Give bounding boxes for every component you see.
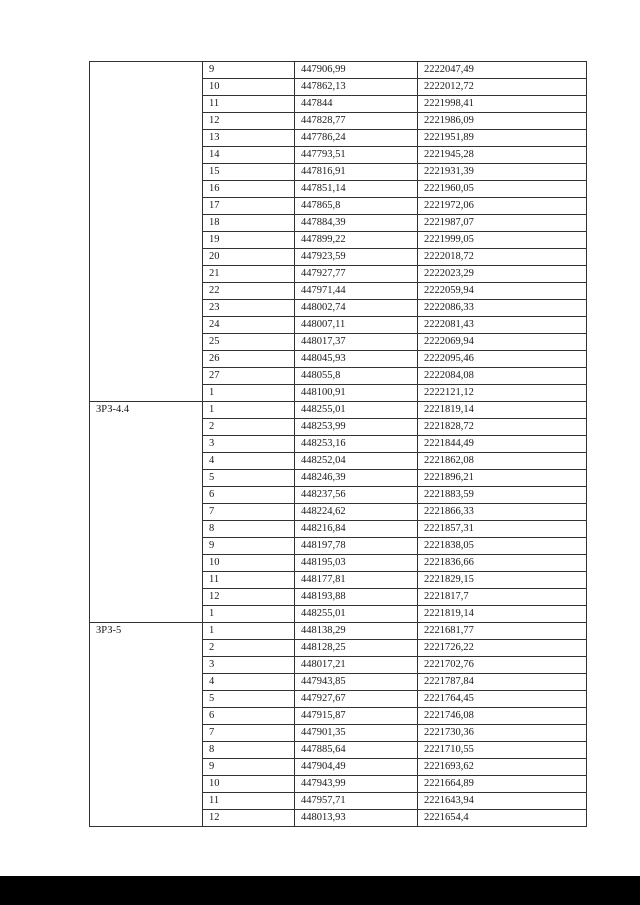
x-coordinate-cell: 448195,03 xyxy=(295,555,418,572)
x-coordinate-cell: 448193,88 xyxy=(295,589,418,606)
x-coordinate-cell: 448255,01 xyxy=(295,402,418,419)
point-number-cell: 24 xyxy=(203,317,295,334)
x-coordinate-cell: 447943,85 xyxy=(295,674,418,691)
y-coordinate-cell: 2221836,66 xyxy=(418,555,587,572)
y-coordinate-cell: 2221817,7 xyxy=(418,589,587,606)
x-coordinate-cell: 448017,37 xyxy=(295,334,418,351)
point-number-cell: 12 xyxy=(203,113,295,130)
point-number-cell: 25 xyxy=(203,334,295,351)
x-coordinate-cell: 448253,99 xyxy=(295,419,418,436)
point-number-cell: 12 xyxy=(203,810,295,827)
y-coordinate-cell: 2221819,14 xyxy=(418,402,587,419)
x-coordinate-cell: 447901,35 xyxy=(295,725,418,742)
zone-label-cell: ЗРЗ-4.4 xyxy=(90,402,203,623)
y-coordinate-cell: 2221866,33 xyxy=(418,504,587,521)
x-coordinate-cell: 448177,81 xyxy=(295,572,418,589)
y-coordinate-cell: 2222069,94 xyxy=(418,334,587,351)
x-coordinate-cell: 447851,14 xyxy=(295,181,418,198)
x-coordinate-cell: 447971,44 xyxy=(295,283,418,300)
scan-bottom-border xyxy=(0,876,640,905)
x-coordinate-cell: 447793,51 xyxy=(295,147,418,164)
point-number-cell: 3 xyxy=(203,436,295,453)
point-number-cell: 22 xyxy=(203,283,295,300)
point-number-cell: 3 xyxy=(203,657,295,674)
table-row xyxy=(90,623,587,640)
y-coordinate-cell: 2222086,33 xyxy=(418,300,587,317)
point-number-cell: 12 xyxy=(203,589,295,606)
point-number-cell: 9 xyxy=(203,759,295,776)
y-coordinate-cell: 2222023,29 xyxy=(418,266,587,283)
y-coordinate-cell: 2221746,08 xyxy=(418,708,587,725)
y-coordinate-cell: 2221764,45 xyxy=(418,691,587,708)
x-coordinate-cell: 447786,24 xyxy=(295,130,418,147)
point-number-cell: 21 xyxy=(203,266,295,283)
point-number-cell: 11 xyxy=(203,572,295,589)
y-coordinate-cell: 2222047,49 xyxy=(418,62,587,79)
x-coordinate-cell: 447862,13 xyxy=(295,79,418,96)
y-coordinate-cell: 2221828,72 xyxy=(418,419,587,436)
y-coordinate-cell: 2221972,06 xyxy=(418,198,587,215)
y-coordinate-cell: 2221896,21 xyxy=(418,470,587,487)
y-coordinate-cell: 2221829,15 xyxy=(418,572,587,589)
zone-label-cell xyxy=(90,62,203,402)
point-number-cell: 19 xyxy=(203,232,295,249)
y-coordinate-cell: 2221787,84 xyxy=(418,674,587,691)
point-number-cell: 16 xyxy=(203,181,295,198)
x-coordinate-cell: 447915,87 xyxy=(295,708,418,725)
y-coordinate-cell: 2222095,46 xyxy=(418,351,587,368)
y-coordinate-cell: 2222121,12 xyxy=(418,385,587,402)
point-number-cell: 26 xyxy=(203,351,295,368)
x-coordinate-cell: 448237,56 xyxy=(295,487,418,504)
coordinates-table xyxy=(89,61,587,827)
x-coordinate-cell: 447828,77 xyxy=(295,113,418,130)
x-coordinate-cell: 447927,77 xyxy=(295,266,418,283)
y-coordinate-cell: 2222018,72 xyxy=(418,249,587,266)
point-number-cell: 14 xyxy=(203,147,295,164)
y-coordinate-cell: 2222084,08 xyxy=(418,368,587,385)
point-number-cell: 5 xyxy=(203,470,295,487)
y-coordinate-cell: 2221681,77 xyxy=(418,623,587,640)
x-coordinate-cell: 448197,78 xyxy=(295,538,418,555)
point-number-cell: 10 xyxy=(203,555,295,572)
point-number-cell: 23 xyxy=(203,300,295,317)
point-number-cell: 5 xyxy=(203,691,295,708)
y-coordinate-cell: 2221986,09 xyxy=(418,113,587,130)
y-coordinate-cell: 2221857,31 xyxy=(418,521,587,538)
point-number-cell: 6 xyxy=(203,708,295,725)
point-number-cell: 7 xyxy=(203,725,295,742)
y-coordinate-cell: 2221998,41 xyxy=(418,96,587,113)
y-coordinate-cell: 2221931,39 xyxy=(418,164,587,181)
x-coordinate-cell: 447943,99 xyxy=(295,776,418,793)
y-coordinate-cell: 2221664,89 xyxy=(418,776,587,793)
point-number-cell: 10 xyxy=(203,79,295,96)
zone-label-cell: ЗРЗ-5 xyxy=(90,623,203,827)
y-coordinate-cell: 2221819,14 xyxy=(418,606,587,623)
x-coordinate-cell: 447906,99 xyxy=(295,62,418,79)
x-coordinate-cell: 447957,71 xyxy=(295,793,418,810)
y-coordinate-cell: 2221838,05 xyxy=(418,538,587,555)
x-coordinate-cell: 448252,04 xyxy=(295,453,418,470)
point-number-cell: 27 xyxy=(203,368,295,385)
x-coordinate-cell: 448138,29 xyxy=(295,623,418,640)
point-number-cell: 6 xyxy=(203,487,295,504)
x-coordinate-cell: 448246,39 xyxy=(295,470,418,487)
point-number-cell: 15 xyxy=(203,164,295,181)
y-coordinate-cell: 2221702,76 xyxy=(418,657,587,674)
x-coordinate-cell: 447865,8 xyxy=(295,198,418,215)
point-number-cell: 4 xyxy=(203,674,295,691)
point-number-cell: 8 xyxy=(203,521,295,538)
point-number-cell: 1 xyxy=(203,606,295,623)
y-coordinate-cell: 2221654,4 xyxy=(418,810,587,827)
point-number-cell: 1 xyxy=(203,385,295,402)
y-coordinate-cell: 2221960,05 xyxy=(418,181,587,198)
point-number-cell: 18 xyxy=(203,215,295,232)
table-row xyxy=(90,62,587,79)
point-number-cell: 4 xyxy=(203,453,295,470)
point-number-cell: 7 xyxy=(203,504,295,521)
x-coordinate-cell: 447904,49 xyxy=(295,759,418,776)
x-coordinate-cell: 448055,8 xyxy=(295,368,418,385)
point-number-cell: 8 xyxy=(203,742,295,759)
y-coordinate-cell: 2221945,28 xyxy=(418,147,587,164)
coordinates-table-body xyxy=(90,62,587,827)
point-number-cell: 13 xyxy=(203,130,295,147)
point-number-cell: 20 xyxy=(203,249,295,266)
x-coordinate-cell: 447927,67 xyxy=(295,691,418,708)
y-coordinate-cell: 2221883,59 xyxy=(418,487,587,504)
x-coordinate-cell: 447884,39 xyxy=(295,215,418,232)
x-coordinate-cell: 447885,64 xyxy=(295,742,418,759)
point-number-cell: 11 xyxy=(203,96,295,113)
x-coordinate-cell: 448007,11 xyxy=(295,317,418,334)
x-coordinate-cell: 448128,25 xyxy=(295,640,418,657)
y-coordinate-cell: 2221987,07 xyxy=(418,215,587,232)
point-number-cell: 1 xyxy=(203,623,295,640)
table-row xyxy=(90,402,587,419)
point-number-cell: 9 xyxy=(203,538,295,555)
point-number-cell: 1 xyxy=(203,402,295,419)
x-coordinate-cell: 448255,01 xyxy=(295,606,418,623)
x-coordinate-cell: 448224,62 xyxy=(295,504,418,521)
point-number-cell: 9 xyxy=(203,62,295,79)
x-coordinate-cell: 447844 xyxy=(295,96,418,113)
x-coordinate-cell: 448253,16 xyxy=(295,436,418,453)
y-coordinate-cell: 2221951,89 xyxy=(418,130,587,147)
y-coordinate-cell: 2222059,94 xyxy=(418,283,587,300)
point-number-cell: 2 xyxy=(203,419,295,436)
y-coordinate-cell: 2221999,05 xyxy=(418,232,587,249)
y-coordinate-cell: 2221643,94 xyxy=(418,793,587,810)
x-coordinate-cell: 447899,22 xyxy=(295,232,418,249)
x-coordinate-cell: 448013,93 xyxy=(295,810,418,827)
x-coordinate-cell: 448216,84 xyxy=(295,521,418,538)
y-coordinate-cell: 2221726,22 xyxy=(418,640,587,657)
y-coordinate-cell: 2221844,49 xyxy=(418,436,587,453)
point-number-cell: 10 xyxy=(203,776,295,793)
y-coordinate-cell: 2221693,62 xyxy=(418,759,587,776)
x-coordinate-cell: 447923,59 xyxy=(295,249,418,266)
x-coordinate-cell: 448002,74 xyxy=(295,300,418,317)
y-coordinate-cell: 2222012,72 xyxy=(418,79,587,96)
point-number-cell: 2 xyxy=(203,640,295,657)
y-coordinate-cell: 2221730,36 xyxy=(418,725,587,742)
point-number-cell: 17 xyxy=(203,198,295,215)
y-coordinate-cell: 2221862,08 xyxy=(418,453,587,470)
y-coordinate-cell: 2222081,43 xyxy=(418,317,587,334)
x-coordinate-cell: 447816,91 xyxy=(295,164,418,181)
point-number-cell: 11 xyxy=(203,793,295,810)
x-coordinate-cell: 448045,93 xyxy=(295,351,418,368)
x-coordinate-cell: 448017,21 xyxy=(295,657,418,674)
y-coordinate-cell: 2221710,55 xyxy=(418,742,587,759)
x-coordinate-cell: 448100,91 xyxy=(295,385,418,402)
